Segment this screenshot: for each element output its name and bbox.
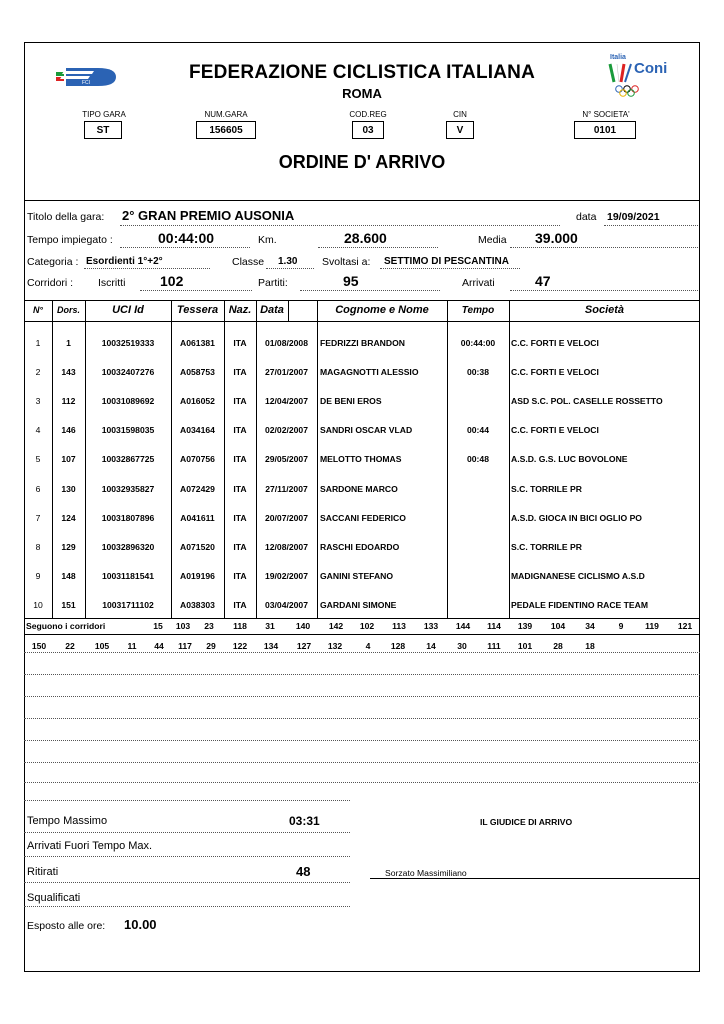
uci-id-cell: 10032896320 bbox=[101, 541, 155, 552]
following-bib: 117 bbox=[178, 641, 192, 651]
bib-cell: 1 bbox=[66, 338, 71, 348]
col-header-time: Tempo bbox=[461, 305, 495, 316]
card-cell: A072429 bbox=[180, 483, 215, 494]
time-value: 00:44:00 bbox=[158, 230, 215, 246]
following-bib: 140 bbox=[295, 621, 311, 631]
judge-title: IL GIUDICE DI ARRIVO bbox=[480, 817, 573, 827]
nationality-cell: ITA bbox=[233, 425, 247, 436]
disqualified-label: Squalificati bbox=[27, 892, 81, 904]
uci-id-cell: 10031711102 bbox=[102, 599, 154, 610]
code-label-num-gara: NUM.GARA bbox=[204, 110, 248, 119]
code-value-cin: V bbox=[446, 121, 474, 139]
birthdate-cell: 27/11/2007 bbox=[265, 483, 308, 494]
birthdate-cell: 12/08/2007 bbox=[264, 541, 308, 552]
rider-name-cell: SARDONE MARCO bbox=[320, 483, 398, 494]
card-cell: A061381 bbox=[180, 338, 215, 348]
max-time-label: Tempo Massimo bbox=[27, 815, 108, 827]
retired-value: 48 bbox=[296, 864, 311, 879]
birthdate-cell: 29/05/2007 bbox=[264, 454, 308, 465]
km-label: Km. bbox=[258, 234, 277, 246]
km-value: 28.600 bbox=[344, 230, 387, 246]
col-header-bib: Dors. bbox=[56, 305, 80, 315]
nationality-cell: ITA bbox=[233, 483, 247, 494]
col-header-name: Cognome e Nome bbox=[335, 304, 429, 316]
svg-text:FCI: FCI bbox=[82, 80, 91, 86]
arrived-value: 47 bbox=[535, 273, 551, 289]
team-cell: A.S.D. GIOCA IN BICI OGLIO PO bbox=[511, 512, 642, 523]
time-cell: 00:48 bbox=[467, 454, 489, 465]
uci-id-cell: 10031598035 bbox=[101, 425, 155, 436]
team-cell: ASD S.C. POL. CASELLE ROSSETTO bbox=[511, 396, 663, 407]
birthdate-cell: 27/01/2007 bbox=[264, 367, 308, 378]
code-label-tipo-gara: TIPO GARA bbox=[82, 110, 126, 119]
following-bib: 133 bbox=[423, 621, 439, 631]
nationality-cell: ITA bbox=[233, 396, 247, 407]
uci-id-cell: 10031181541 bbox=[101, 570, 155, 581]
bib-cell: 112 bbox=[61, 396, 76, 407]
following-bib: 122 bbox=[232, 641, 248, 651]
code-value-num-gara: 156605 bbox=[196, 121, 256, 139]
uci-id-cell: 10032935827 bbox=[101, 483, 155, 494]
following-bib: 18 bbox=[585, 641, 595, 651]
birthdate-cell: 03/04/2007 bbox=[264, 599, 308, 610]
col-header-pos: N° bbox=[32, 305, 44, 315]
following-bib: 30 bbox=[457, 641, 467, 651]
position-cell: 7 bbox=[35, 512, 41, 523]
media-value: 39.000 bbox=[535, 230, 578, 246]
olympic-rings-icon bbox=[614, 85, 640, 97]
following-bib: 23 bbox=[204, 621, 214, 631]
following-bib: 142 bbox=[328, 621, 344, 631]
federation-title: FEDERAZIONE CICLISTICA ITALIANA bbox=[188, 62, 536, 83]
card-cell: A038303 bbox=[180, 599, 215, 610]
following-bib: 31 bbox=[265, 621, 275, 631]
following-bib: 127 bbox=[296, 641, 312, 651]
time-cell: 00:38 bbox=[467, 367, 489, 378]
bib-cell: 107 bbox=[61, 454, 76, 465]
registered-value: 102 bbox=[160, 273, 184, 289]
following-bib: 150 bbox=[31, 641, 47, 651]
nationality-cell: ITA bbox=[233, 367, 247, 378]
media-label: Media bbox=[478, 234, 507, 246]
position-cell: 1 bbox=[35, 338, 41, 348]
nationality-cell: ITA bbox=[233, 599, 247, 610]
following-bib: 4 bbox=[365, 641, 371, 651]
following-bib: 111 bbox=[487, 641, 501, 651]
rider-name-cell: GANINI STEFANO bbox=[320, 570, 394, 581]
uci-id-cell: 10032867725 bbox=[101, 454, 155, 465]
birthdate-cell: 01/08/2008 bbox=[264, 338, 308, 348]
following-bib: 113 bbox=[392, 621, 406, 631]
held-label: Svoltasi a: bbox=[322, 256, 371, 268]
col-header-team: Società bbox=[584, 304, 625, 316]
team-cell: PEDALE FIDENTINO RACE TEAM bbox=[511, 599, 649, 610]
following-bib: 28 bbox=[553, 641, 563, 651]
following-bib: 11 bbox=[127, 641, 137, 651]
position-cell: 10 bbox=[33, 599, 43, 610]
time-label: Tempo impiegato : bbox=[27, 234, 113, 246]
following-bib: 118 bbox=[233, 621, 247, 631]
judge-name: Sorzato Massimiliano bbox=[385, 868, 467, 878]
posted-label: Esposto alle ore: bbox=[27, 920, 106, 932]
retired-label: Ritirati bbox=[27, 866, 59, 878]
following-bib: 14 bbox=[426, 641, 436, 651]
position-cell: 3 bbox=[35, 396, 41, 407]
document-title: ORDINE D' ARRIVO bbox=[278, 152, 446, 172]
code-value-n-societa: 0101 bbox=[574, 121, 636, 139]
team-cell: A.S.D. G.S. LUC BOVOLONE bbox=[511, 454, 628, 465]
card-cell: A041611 bbox=[180, 512, 215, 523]
race-title-label: Titolo della gara: bbox=[27, 211, 105, 223]
class-label: Classe bbox=[232, 256, 265, 268]
divider bbox=[24, 200, 700, 201]
following-bib: 9 bbox=[618, 621, 624, 631]
position-cell: 4 bbox=[35, 425, 41, 436]
team-cell: C.C. FORTI E VELOCI bbox=[511, 367, 599, 378]
following-bib: 132 bbox=[327, 641, 343, 651]
riders-label: Corridori : bbox=[27, 277, 74, 289]
birthdate-cell: 12/04/2007 bbox=[264, 396, 308, 407]
max-time-value: 03:31 bbox=[289, 814, 320, 828]
card-cell: A016052 bbox=[180, 396, 215, 407]
birthdate-cell: 02/02/2007 bbox=[264, 425, 308, 436]
time-cell: 00:44 bbox=[467, 425, 489, 436]
team-cell: C.C. FORTI E VELOCI bbox=[511, 425, 599, 436]
following-bib: 105 bbox=[94, 641, 110, 651]
bib-cell: 151 bbox=[61, 599, 76, 610]
position-cell: 2 bbox=[35, 367, 41, 378]
team-cell: S.C. TORRILE PR bbox=[511, 483, 582, 494]
rider-name-cell: FEDRIZZI BRANDON bbox=[320, 338, 405, 348]
city-title: ROMA bbox=[342, 86, 382, 101]
code-label-cin: CIN bbox=[453, 110, 467, 119]
date-label: data bbox=[576, 211, 597, 223]
bib-cell: 130 bbox=[61, 483, 76, 494]
following-bib: 29 bbox=[206, 641, 216, 651]
bib-cell: 129 bbox=[61, 541, 76, 552]
bib-cell: 124 bbox=[61, 512, 76, 523]
col-header-uci: UCI Id bbox=[112, 304, 144, 316]
following-bib: 121 bbox=[677, 621, 693, 631]
team-cell: C.C. FORTI E VELOCI bbox=[511, 338, 599, 348]
birthdate-cell: 19/02/2007 bbox=[264, 570, 308, 581]
following-bib: 134 bbox=[263, 641, 279, 651]
bib-cell: 143 bbox=[61, 367, 76, 378]
uci-id-cell: 10031089692 bbox=[101, 396, 155, 407]
class-value: 1.30 bbox=[278, 256, 298, 267]
nationality-cell: ITA bbox=[233, 454, 247, 465]
code-value-cod-reg: 03 bbox=[352, 121, 384, 139]
bib-cell: 148 bbox=[61, 570, 76, 581]
nationality-cell: ITA bbox=[233, 570, 247, 581]
registered-label: Iscritti bbox=[98, 277, 126, 289]
rider-name-cell: DE BENI EROS bbox=[320, 396, 382, 407]
nationality-cell: ITA bbox=[233, 541, 247, 552]
following-bib: 114 bbox=[487, 621, 501, 631]
posted-value: 10.00 bbox=[124, 917, 157, 932]
following-label: Seguono i corridori bbox=[26, 621, 106, 631]
code-label-cod-reg: COD.REG bbox=[349, 110, 387, 119]
following-bib: 101 bbox=[517, 641, 533, 651]
following-bib: 102 bbox=[359, 621, 375, 631]
uci-id-cell: 10032407276 bbox=[101, 367, 155, 378]
category-value: Esordienti 1°+2° bbox=[86, 256, 163, 267]
uci-id-cell: 10031807896 bbox=[101, 512, 155, 523]
out-of-time-label: Arrivati Fuori Tempo Max. bbox=[27, 840, 153, 852]
code-value-tipo-gara: ST bbox=[84, 121, 122, 139]
following-bib: 44 bbox=[154, 641, 164, 651]
card-cell: A071520 bbox=[180, 541, 215, 552]
rider-name-cell: GARDANI SIMONE bbox=[320, 599, 397, 610]
position-cell: 5 bbox=[35, 454, 41, 465]
coni-logo: Italia Coni bbox=[606, 54, 676, 100]
uci-id-cell: 10032519333 bbox=[101, 338, 155, 348]
rider-name-cell: MELOTTO THOMAS bbox=[320, 454, 402, 465]
following-bib: 34 bbox=[585, 621, 595, 631]
held-value: SETTIMO DI PESCANTINA bbox=[384, 256, 510, 267]
card-cell: A070756 bbox=[180, 454, 215, 465]
following-bib: 139 bbox=[517, 621, 533, 631]
position-cell: 6 bbox=[35, 483, 41, 494]
team-cell: S.C. TORRILE PR bbox=[511, 541, 582, 552]
col-header-dob: Data bbox=[260, 304, 284, 316]
arrived-label: Arrivati bbox=[462, 277, 495, 289]
nationality-cell: ITA bbox=[233, 338, 247, 348]
following-bib: 15 bbox=[153, 621, 163, 631]
team-cell: MADIGNANESE CICLISMO A.S.D bbox=[511, 570, 645, 581]
rider-name-cell: RASCHI EDOARDO bbox=[320, 541, 400, 552]
code-label-n-societa: N° SOCIETA' bbox=[582, 110, 630, 119]
following-bib: 144 bbox=[455, 621, 471, 631]
card-cell: A034164 bbox=[180, 425, 215, 436]
col-header-nat: Naz. bbox=[228, 304, 252, 316]
following-bib: 119 bbox=[645, 621, 659, 631]
following-bib: 104 bbox=[550, 621, 566, 631]
bib-cell: 146 bbox=[61, 425, 76, 436]
started-value: 95 bbox=[343, 273, 359, 289]
nationality-cell: ITA bbox=[233, 512, 247, 523]
category-label: Categoria : bbox=[27, 256, 79, 268]
started-label: Partiti: bbox=[258, 277, 288, 289]
following-bib: 22 bbox=[65, 641, 75, 651]
race-title-value: 2° GRAN PREMIO AUSONIA bbox=[122, 208, 295, 223]
time-cell: 00:44:00 bbox=[460, 338, 496, 348]
card-cell: A019196 bbox=[180, 570, 215, 581]
rider-name-cell: SANDRI OSCAR VLAD bbox=[320, 425, 413, 436]
rider-name-cell: SACCANI FEDERICO bbox=[320, 512, 406, 523]
following-bib: 103 bbox=[175, 621, 191, 631]
col-header-card: Tessera bbox=[176, 304, 219, 316]
card-cell: A058753 bbox=[180, 367, 215, 378]
position-cell: 9 bbox=[35, 570, 41, 581]
birthdate-cell: 20/07/2007 bbox=[264, 512, 308, 523]
rider-name-cell: MAGAGNOTTI ALESSIO bbox=[320, 367, 419, 378]
following-bib: 128 bbox=[390, 641, 406, 651]
date-value: 19/09/2021 bbox=[607, 211, 660, 223]
position-cell: 8 bbox=[35, 541, 41, 552]
